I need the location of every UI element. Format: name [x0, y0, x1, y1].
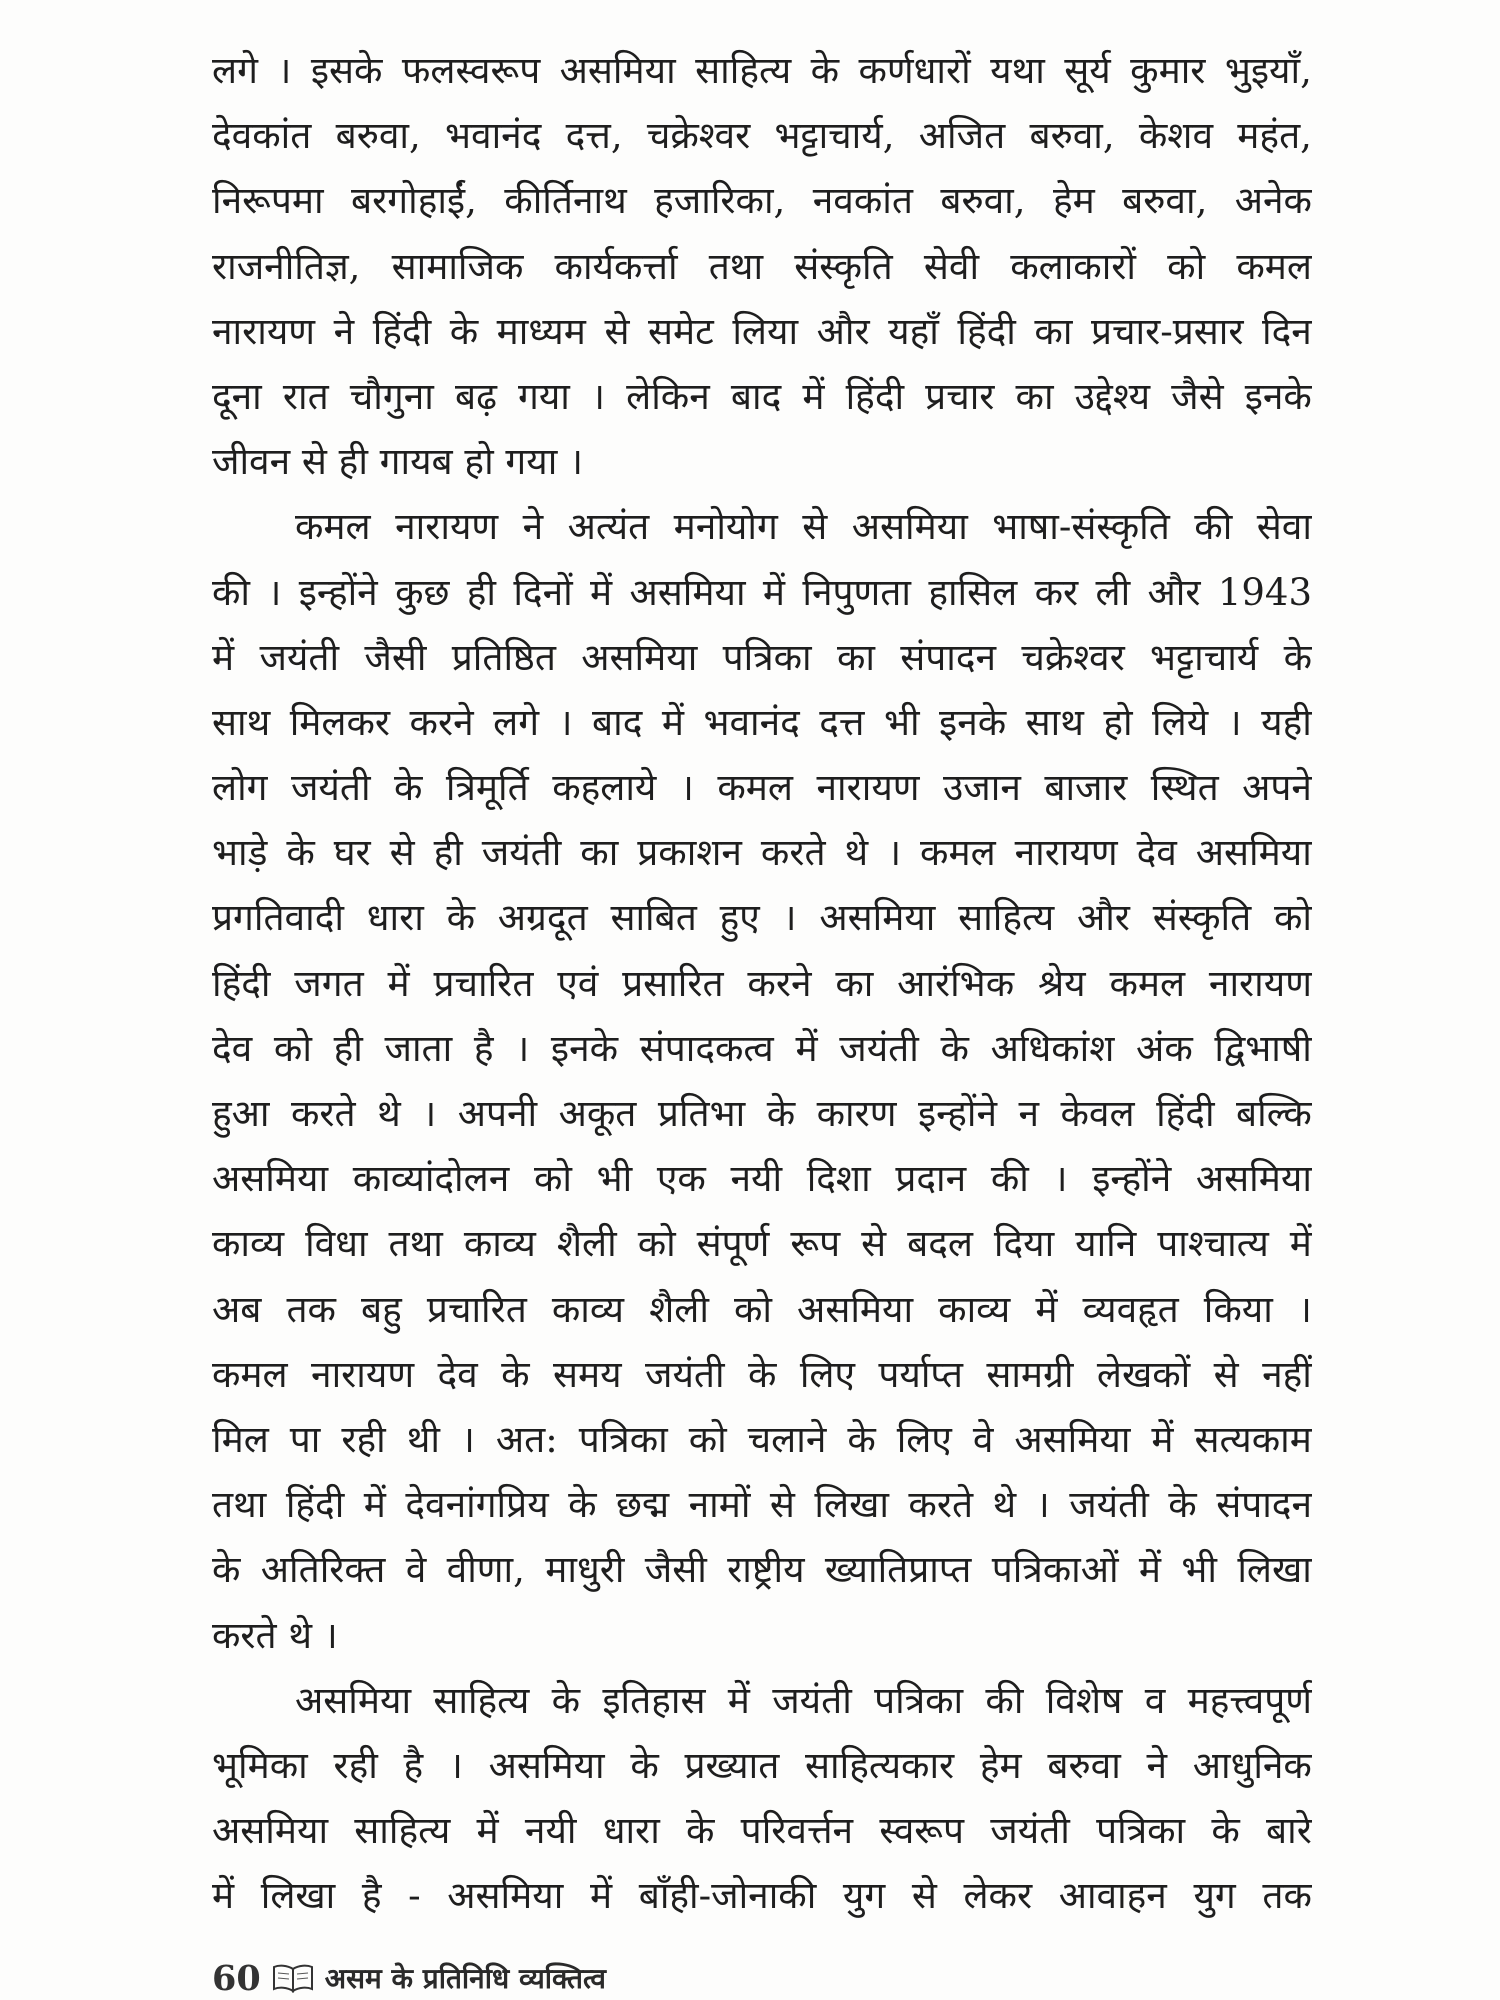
text-line: हिंदी जगत में प्रचारित एवं प्रसारित करने का आरंभिक श्रेय कमल नारायण	[212, 961, 1312, 1005]
body-text	[212, 38, 1312, 1928]
text-line: साथ मिलकर करने लगे । बाद में भवानंद दत्त भी इनके साथ हो लिये । यही	[212, 700, 1312, 744]
text-line: लोग जयंती के त्रिमूर्ति कहलाये । कमल नारायण उजान बाजार स्थित अपने	[212, 766, 1312, 810]
text-line: करते थे ।	[212, 1613, 338, 1657]
text-line: प्रगतिवादी धारा के अग्रदूत साबित हुए । असमिया साहित्य और संस्कृति को	[212, 896, 1312, 940]
text-line: असमिया साहित्य के इतिहास में जयंती पत्रिका की विशेष व महत्त्वपूर्ण	[295, 1678, 1312, 1722]
text-line: लगे । इसके फलस्वरूप असमिया साहित्य के कर्णधारों यथा सूर्य कुमार भुइयाँ,	[212, 49, 1312, 92]
text-line: राजनीतिज्ञ, सामाजिक कार्यकर्त्ता तथा संस्कृति सेवी कलाकारों को कमल	[212, 244, 1312, 288]
text-line: भाड़े के घर से ही जयंती का प्रकाशन करते थे । कमल नारायण देव असमिया	[212, 831, 1312, 875]
text-line: मिल पा रही थी । अत: पत्रिका को चलाने के लिए वे असमिया में सत्यकाम	[212, 1417, 1312, 1461]
text-line: जीवन से ही गायब हो गया ।	[212, 440, 584, 484]
text-line: भूमिका रही है । असमिया के प्रख्यात साहित्यकार हेम बरुवा ने आधुनिक	[212, 1743, 1312, 1787]
book-title: असम के प्रतिनिधि व्यक्तित्व	[324, 1962, 606, 1995]
text-line: में लिखा है - असमिया में बाँही-जोनाकी युग से लेकर आवाहन युग तक	[212, 1874, 1312, 1918]
text-line: अब तक बहु प्रचारित काव्य शैली को असमिया काव्य में व्यवहृत किया ।	[212, 1287, 1312, 1331]
text-line: नारायण ने हिंदी के माध्यम से समेट लिया और यहाँ हिंदी का प्रचार-प्रसार दिन	[212, 309, 1312, 353]
text-line: तथा हिंदी में देवनांगप्रिय के छद्म नामों से लिखा करते थे । जयंती के संपादन	[212, 1483, 1312, 1527]
page-number: 60	[212, 1957, 261, 1999]
text-line: दूना रात चौगुना बढ़ गया । लेकिन बाद में हिंदी प्रचार का उद्देश्य जैसे इनके	[212, 374, 1312, 418]
text-line: काव्य विधा तथा काव्य शैली को संपूर्ण रूप से बदल दिया यानि पाश्चात्य में	[212, 1222, 1312, 1266]
text-line: कमल नारायण ने अत्यंत मनोयोग से असमिया भाषा-संस्कृति की सेवा	[295, 505, 1312, 549]
text-line: असमिया काव्यांदोलन को भी एक नयी दिशा प्रदान की । इन्होंने असमिया	[212, 1157, 1312, 1201]
text-line: देव को ही जाता है । इनके संपादकत्व में जयंती के अधिकांश अंक द्विभाषी	[212, 1026, 1312, 1070]
text-line: की । इन्होंने कुछ ही दिनों में असमिया में निपुणता हासिल कर ली और 1943	[212, 570, 1312, 614]
open-book-icon	[271, 1963, 315, 1993]
page-footer	[212, 1958, 606, 1998]
text-line: असमिया साहित्य में नयी धारा के परिवर्त्तन स्वरूप जयंती पत्रिका के बारे	[212, 1809, 1312, 1853]
text-line: में जयंती जैसी प्रतिष्ठित असमिया पत्रिका का संपादन चक्रेश्वर भट्टाचार्य के	[212, 635, 1312, 679]
text-line: कमल नारायण देव के समय जयंती के लिए पर्याप्त सामग्री लेखकों से नहीं	[212, 1352, 1312, 1396]
text-line: के अतिरिक्त वे वीणा, माधुरी जैसी राष्ट्रीय ख्यातिप्राप्त पत्रिकाओं में भी लिखा	[212, 1548, 1312, 1592]
text-line: हुआ करते थे । अपनी अकूत प्रतिभा के कारण इन्होंने न केवल हिंदी बल्कि	[212, 1092, 1312, 1135]
text-line: निरूपमा बरगोहाईं, कीर्तिनाथ हजारिका, नवकांत बरुवा, हेम बरुवा, अनेक	[212, 179, 1312, 223]
text-line: देवकांत बरुवा, भवानंद दत्त, चक्रेश्वर भट्टाचार्य, अजित बरुवा, केशव महंत,	[212, 114, 1312, 158]
